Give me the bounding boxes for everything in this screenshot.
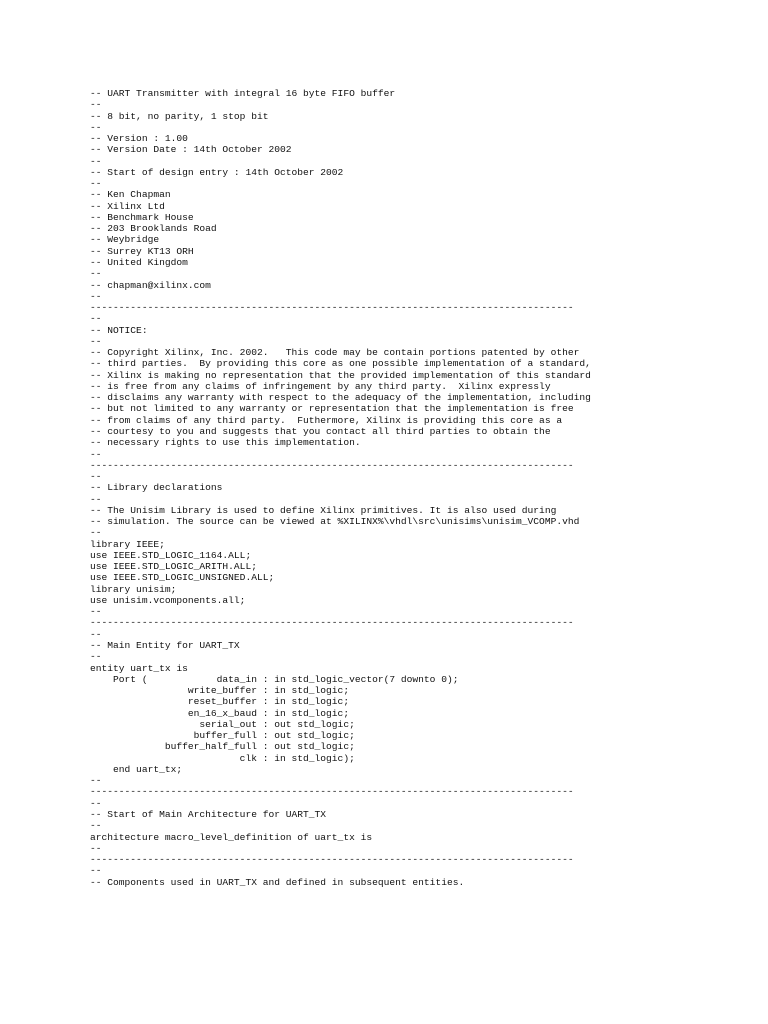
code-line: use IEEE.STD_LOGIC_UNSIGNED.ALL; <box>90 572 275 584</box>
code-line: entity uart_tx is <box>90 662 188 674</box>
code-line: -- is free from any claims of infringement by any third party. Xilinx expressly <box>90 380 551 392</box>
code-line: -- but not limited to any warranty or representation that the implementation is free <box>90 403 574 415</box>
code-line: -- NOTICE: <box>90 324 148 336</box>
code-line: -- 8 bit, no parity, 1 stop bit <box>90 110 269 122</box>
code-line: ------------------------------------------------------------------------------------ <box>90 854 574 866</box>
code-line: architecture macro_level_definition of uart_tx is <box>90 831 373 843</box>
code-line: -- United Kingdom <box>90 256 188 268</box>
code-line: -- <box>90 155 102 167</box>
code-line: Port ( data_in : in std_logic_vector(7 downto 0); <box>90 673 459 685</box>
code-line: -- Surrey KT13 ORH <box>90 245 194 257</box>
code-line: -- <box>90 313 102 325</box>
code-line: -- <box>90 99 102 111</box>
code-line: -- from claims of any third party. Futhermore, Xilinx is providing this core as a <box>90 414 563 426</box>
code-line: use unisim.vcomponents.all; <box>90 594 246 606</box>
code-line: -- Components used in UART_TX and defined in subsequent entities. <box>90 876 465 888</box>
code-line: -- <box>90 651 102 663</box>
code-line: end uart_tx; <box>90 763 183 775</box>
code-line: clk : in std_logic); <box>90 752 355 764</box>
code-line: -- Weybridge <box>90 234 160 246</box>
code-line: -- Benchmark House <box>90 211 194 223</box>
code-line: ------------------------------------------------------------------------------------ <box>90 617 574 629</box>
code-line: ------------------------------------------------------------------------------------ <box>90 302 574 314</box>
code-line: -- <box>90 628 102 640</box>
code-line: -- <box>90 820 102 832</box>
code-line: -- <box>90 493 102 505</box>
code-line: -- <box>90 865 102 877</box>
code-line: serial_out : out std_logic; <box>90 718 355 730</box>
code-line: -- <box>90 471 102 483</box>
code-line: -- <box>90 268 102 280</box>
code-line: -- disclaims any warranty with respect to the adequacy of the implementation, including <box>90 392 591 404</box>
code-line: -- Copyright Xilinx, Inc. 2002. This code may be contain portions patented by other <box>90 347 580 359</box>
code-line: use IEEE.STD_LOGIC_1164.ALL; <box>90 549 252 561</box>
code-line: buffer_half_full : out std_logic; <box>90 741 355 753</box>
code-line: use IEEE.STD_LOGIC_ARITH.ALL; <box>90 561 257 573</box>
code-line: library unisim; <box>90 583 177 595</box>
code-line: -- <box>90 121 102 133</box>
code-line: -- courtesy to you and suggests that you contact all third parties to obtain the <box>90 425 551 437</box>
code-line: -- <box>90 606 102 618</box>
vhdl-source-text <box>90 88 591 888</box>
code-line: -- <box>90 178 102 190</box>
code-line: reset_buffer : in std_logic; <box>90 696 350 708</box>
code-line: ------------------------------------------------------------------------------------ <box>90 459 574 471</box>
code-line: -- simulation. The source can be viewed at %XILINX%\vhdl\src\unisims\unisim_VCOMP.vhd <box>90 516 580 528</box>
code-line: -- <box>90 842 102 854</box>
code-line: -- The Unisim Library is used to define Xilinx primitives. It is also used during <box>90 504 557 516</box>
code-line: -- chapman@xilinx.com <box>90 279 211 291</box>
code-line: -- <box>90 527 102 539</box>
code-line: -- Xilinx Ltd <box>90 200 165 212</box>
code-line: -- necessary rights to use this implementation. <box>90 437 361 449</box>
code-line: en_16_x_baud : in std_logic; <box>90 707 350 719</box>
code-line: -- <box>90 797 102 809</box>
code-line: -- <box>90 775 102 787</box>
code-line: -- Start of design entry : 14th October 2002 <box>90 166 344 178</box>
code-line: buffer_full : out std_logic; <box>90 730 355 742</box>
code-line: -- third parties. By providing this core as one possible implementation of a standard, <box>90 358 591 370</box>
code-line: -- Version : 1.00 <box>90 133 188 145</box>
code-line: -- 203 Brooklands Road <box>90 223 217 235</box>
code-line: -- <box>90 335 102 347</box>
code-line: -- Version Date : 14th October 2002 <box>90 144 292 156</box>
code-line: -- Xilinx is making no representation that the provided implementation of this standard <box>90 369 591 381</box>
code-line: -- Start of Main Architecture for UART_TX <box>90 809 327 820</box>
code-line: -- Library declarations <box>90 482 223 494</box>
code-line: -- <box>90 290 102 302</box>
code-line: -- <box>90 448 102 460</box>
code-line: write_buffer : in std_logic; <box>90 685 350 697</box>
code-line: library IEEE; <box>90 538 165 550</box>
code-line: -- Ken Chapman <box>90 189 171 201</box>
code-line: -- Main Entity for UART_TX <box>90 640 240 652</box>
code-line: ------------------------------------------------------------------------------------ <box>90 786 574 798</box>
code-line: -- UART Transmitter with integral 16 byte FIFO buffer <box>90 88 396 99</box>
